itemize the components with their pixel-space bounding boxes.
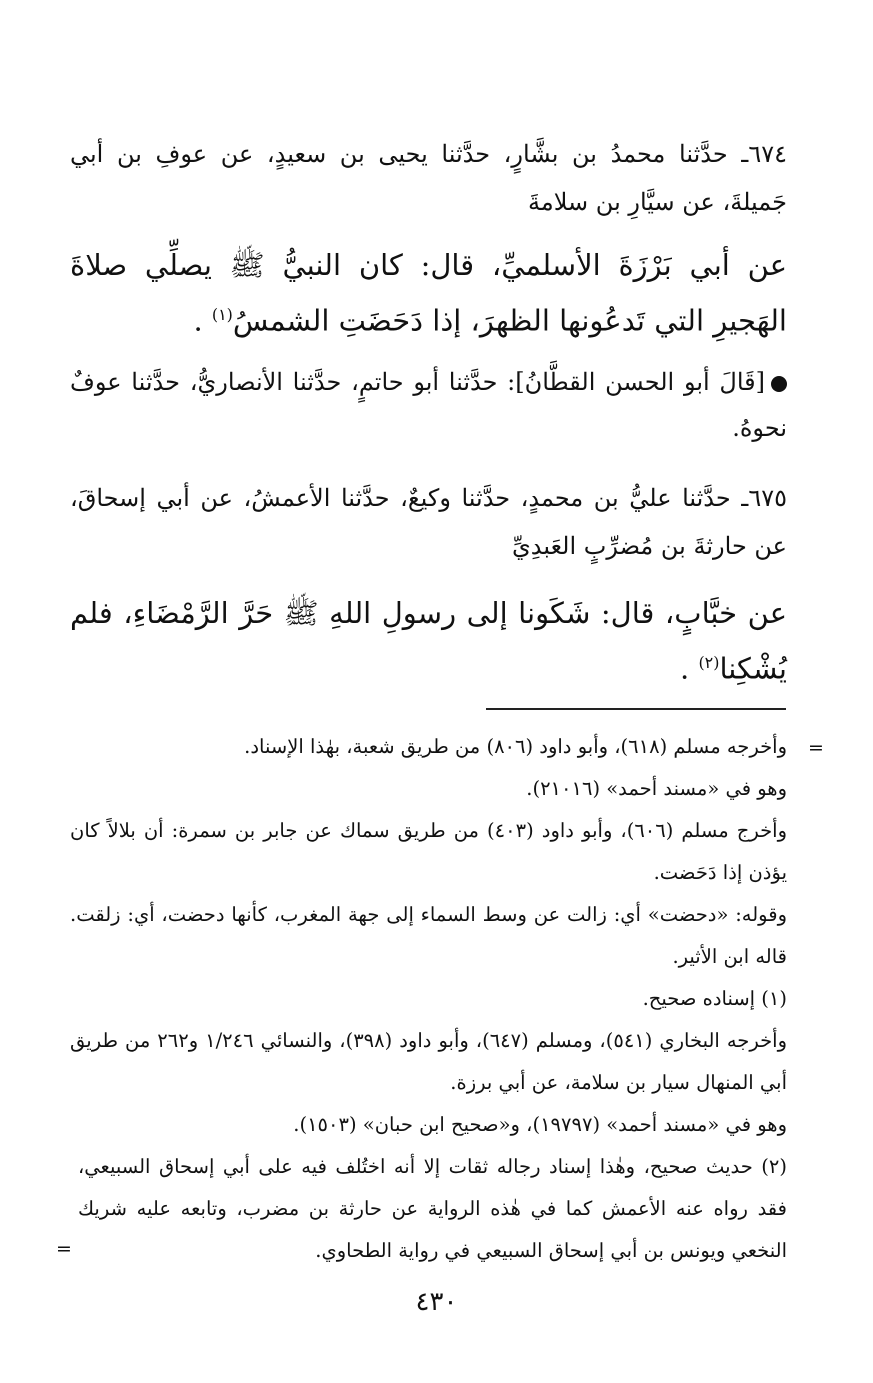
footnote-continuation-line-2: وهو في «مسند أحمد» (٢١٠١٦). [526,777,787,800]
hadith-674-matn-text: عن أبي بَرْزَةَ الأسلميِّ، قال: كان النبيُّ ﷺ يصلِّي صلاةَ الهَجيرِ التي تَدعُونها الظهرَ، إذا دَحَضَتِ الشمسُ [70,248,787,338]
hadith-674-matn-end: . [193,303,212,338]
hadith-675-isnad: ٦٧٥ـ حدَّثنا عليُّ بن محمدٍ، حدَّثنا وكيعٌ، حدَّثنا الأعمشُ، عن أبي إسحاقَ، عن حارثةَ بن مُضرِّبٍ العَبدِيِّ [70,484,787,560]
qattan-note [70,359,787,451]
bullet-icon [771,376,787,392]
footnote-continuation-para-4: وقوله: «دحضت» أي: زالت عن وسط السماء إلى جهة المغرب، كأنها دحضت، أي: زلقت. قاله ابن الأثير. [70,903,787,968]
hadith-675-matn-text: عن خبَّابٍ، قال: شَكَونا إلى رسولِ اللهِ ﷺ حَرَّ الرَّمْضَاءِ، فلم يُشْكِنا [70,596,787,686]
footnote-1-musnad: وهو في «مسند أحمد» (١٩٧٩٧)، و«صحيح ابن حبان» (١٥٠٣). [293,1113,787,1136]
hadith-675-matn [70,588,787,694]
footnote-continuation-para-3: وأخرج مسلم (٦٠٦)، وأبو داود (٤٠٣) من طريق سماك عن جابر بن سمرة: أن بلالاً كان يؤذن إذا دَحَضت. [70,819,787,884]
footnote-ref-2[interactable]: (٢) [698,653,720,672]
hadith-674-matn [70,240,787,346]
footnote-continuation-line-1: وأخرجه مسلم (٦١٨)، وأبو داود (٨٠٦) من طريق شعبة، بهٰذا الإسناد. [244,735,787,758]
footnote-2: (٢) حديث صحيح، وهٰذا إسناد رجاله ثقات إلا أنه اختُلف فيه على أبي إسحاق السبيعي، فقد رواه عنه الأعمش كما في هٰذه الرواية عن حارثة بن مضرب، وتابعه عليه شريك النخعي ويونس بن أبي إسحاق السبيعي في رواية الطحاوي. [78,1155,787,1262]
hadith-674-isnad: ٦٧٤ـ حدَّثنا محمدُ بن بشَّارٍ، حدَّثنا يحيى بن سعيدٍ، عن عوفِ بن أبي جَميلةَ، عن سيَّارِ بن سلامةَ [70,140,787,216]
trailing-continuation-mark: = [56,1238,72,1260]
footnote-1-sources: وأخرجه البخاري (٥٤١)، ومسلم (٦٤٧)، وأبو داود (٣٩٨)، والنسائي ١/٢٤٦ و٢٦٢ من طريق أبي المنهال سيار بن سلامة، عن أبي برزة. [70,1029,787,1094]
page-number: ٤٣٠ [415,1287,458,1317]
footnote-ref-1[interactable]: (١) [211,305,233,324]
footnote-1-heading: (١) إسناده صحيح. [642,987,787,1010]
hadith-675-matn-end: . [680,651,699,686]
footnote-separator [486,708,786,710]
continuation-mark: = [808,737,824,759]
qattan-note-text: [قَالَ أبو الحسن القطَّانُ]: حدَّثنا أبو حاتمٍ، حدَّثنا الأنصاريُّ، حدَّثنا عوفٌ نحوهُ. [70,368,787,442]
